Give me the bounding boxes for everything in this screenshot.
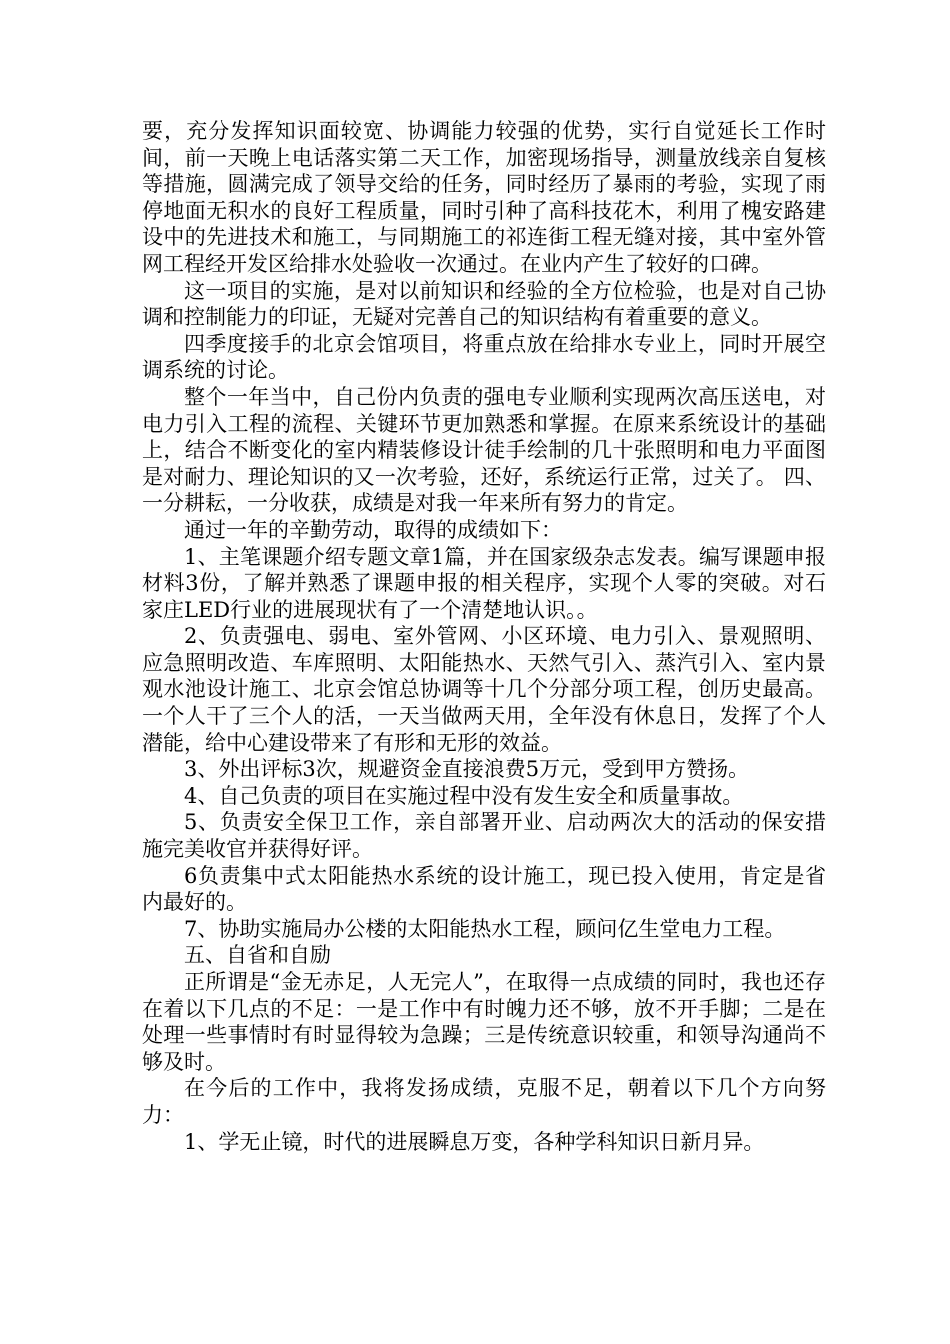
document-body xyxy=(142,118,826,1155)
achievement-item-4: 4、自己负责的项目在实施过程中没有发生安全和质量事故。 xyxy=(184,783,744,808)
paragraph-project-review: 这一项目的实施，是对以前知识和经验的全方位检验，也是对自己协调和控制能力的印证，无疑对完善自己的知识结构有着重要的意义。 xyxy=(142,278,826,330)
section-heading-self-reflection: 五、自省和自励 xyxy=(184,943,331,968)
achievement-item-5: 5、负责安全保卫工作，亲自部署开业、启动两次大的活动的保安措施完美收官并获得好评。 xyxy=(142,810,826,862)
achievement-item-1: 1、主笔课题介绍专题文章1篇，并在国家级杂志发表。编写课题申报材料3份，了解并熟悉了课题申报的相关程序，实现个人零的突破。对石家庄LED行业的进展现状有了一个清楚地认识。。 xyxy=(142,544,826,622)
paragraph-power-work: 整个一年当中，自己份内负责的强电专业顺利实现两次高压送电，对电力引入工程的流程、关键环节更加熟悉和掌握。在原来系统设计的基础上，结合不断变化的室内精装修设计徒手绘制的几十张照明和电力平面图是对耐力、理论知识的又一次考验，还好，系统运行正常，过关了。 四、一分耕耘，一分收获，成绩是对我一年来所有努力的肯定。 xyxy=(142,384,826,516)
paragraph-q4-project: 四季度接手的北京会馆项目，将重点放在给排水专业上，同时开展空调系统的讨论。 xyxy=(142,331,826,383)
paragraph-achievements-intro: 通过一年的辛勤劳动，取得的成绩如下： xyxy=(184,517,562,542)
achievement-item-3: 3、外出评标3次，规避资金直接浪费5万元，受到甲方赞扬。 xyxy=(184,757,750,782)
achievement-item-7: 7、协助实施局办公楼的太阳能热水工程，顾问亿生堂电力工程。 xyxy=(184,916,786,941)
achievement-item-2: 2、负责强电、弱电、室外管网、小区环境、电力引入、景观照明、应急照明改造、车库照明、太阳能热水、天然气引入、蒸汽引入、室内景观水池设计施工、北京会馆总协调等十几个分部分项工程，创历史最高。一个人干了三个人的活，一天当做两天用，全年没有休息日，发挥了个人潜能，给中心建设带来了有形和无形的效益。 xyxy=(142,624,826,755)
paragraph-future-intro: 在今后的工作中，我将发扬成绩，克服不足，朝着以下几个方向努力： xyxy=(142,1076,826,1127)
achievement-item-6: 6负责集中式太阳能热水系统的设计施工，现已投入使用，肯定是省内最好的。 xyxy=(142,863,826,915)
future-item-1: 1、学无止镜，时代的进展瞬息万变，各种学科知识日新月异。 xyxy=(184,1129,765,1154)
paragraph-shortcomings: 正所谓是“金无赤足，人无完人”，在取得一点成绩的同时，我也还存在着以下几点的不足：一是工作中有时魄力还不够，放不开手脚；二是在处理一些事情时有时显得较为急躁；三是传统意识较重，和领导沟通尚不够及时。 xyxy=(142,970,826,1074)
paragraph-continuation: 要，充分发挥知识面较宽、协调能力较强的优势，实行自觉延长工作时间，前一天晚上电话落实第二天工作，加密现场指导，测量放线亲自复核等措施，圆满完成了领导交给的任务，同时经历了暴雨的考验，实现了雨停地面无积水的良好工程质量，同时引种了高科技花木，利用了槐安路建设中的先进技术和施工，与同期施工的祁连街工程无缝对接，其中室外管网工程经开发区给排水处验收一次通过。在业内产生了较好的口碑。 xyxy=(142,119,826,276)
